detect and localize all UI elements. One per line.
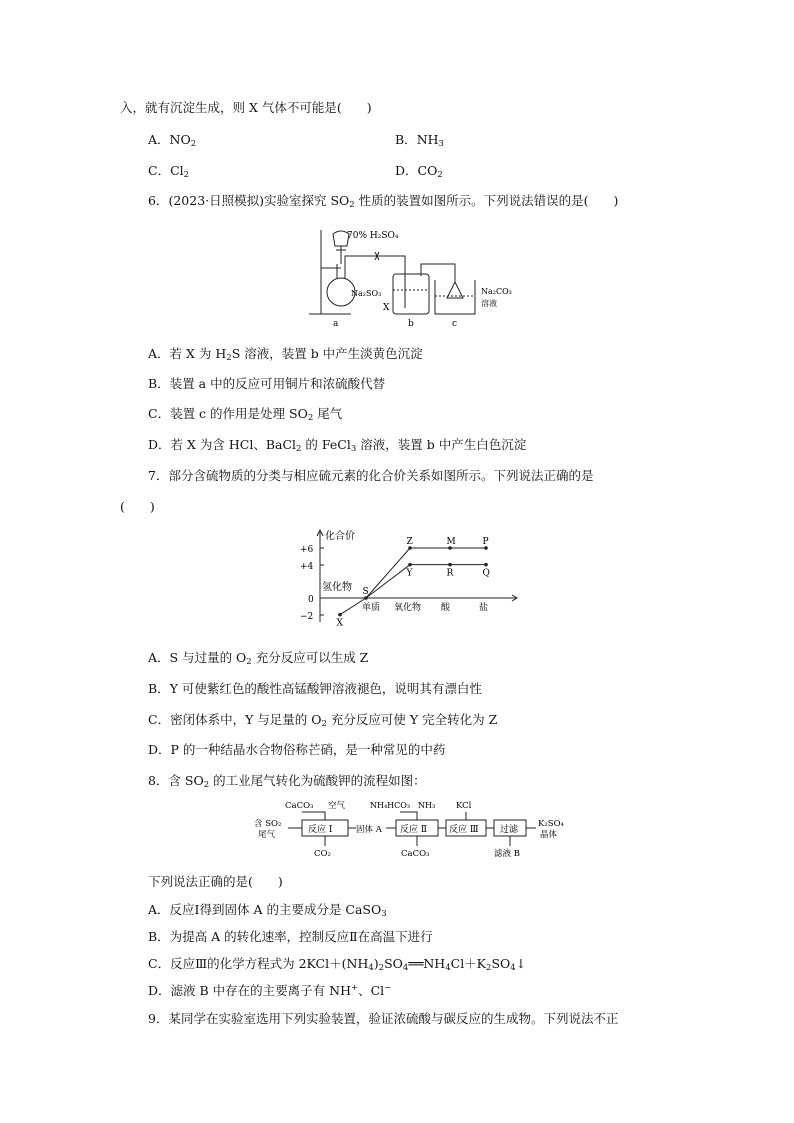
r1-label: 反应 Ⅰ — [308, 825, 333, 835]
q8-option-d: D．滤液 B 中存在的主要离子有 NH+、Cl− — [148, 983, 392, 998]
q9-stem: 9．某同学在实验室选用下列实验装置，验证浓硫酸与碳反应的生成物。下列说法不正 — [148, 1011, 619, 1026]
category-label: 单质 — [362, 603, 381, 613]
point-X — [338, 613, 342, 617]
filtrate-b-label: 滤液 B — [494, 849, 520, 859]
q6-option-a: A．若 X 为 $H_2S$ 溶液，装置 b 中产生淡黄色沉淀 — [148, 346, 423, 363]
q7-option-d: D．P 的一种结晶水合物俗称芒硝，是一种常见的中药 — [148, 742, 446, 757]
q6-apparatus-figure — [305, 220, 545, 332]
q8-option-b: B．为提高 A 的转化速率，控制反应Ⅱ在高温下进行 — [148, 929, 433, 944]
category-label: 酸 — [441, 603, 451, 613]
point-label-Z: Z — [406, 537, 413, 547]
q7-paren: ( ) — [120, 499, 155, 514]
q6-option-b: B．装置 a 中的反应可用铜片和浓硫酸代替 — [148, 376, 386, 391]
segment-S-Z — [366, 548, 410, 598]
point-R — [448, 563, 452, 567]
point-label-M: M — [446, 537, 456, 547]
label-b: b — [408, 319, 414, 329]
q8-stem: 8．含 $SO_2$ 的工业尾气转化为硫酸钾的流程如图： — [148, 773, 426, 790]
r1-input-b: 空气 — [328, 801, 346, 811]
label-acid: 70% H₂SO₄ — [347, 231, 399, 241]
ytick-label: +4 — [300, 562, 314, 572]
r2-input-a: NH₄HCO₃ — [370, 801, 411, 810]
category-label: 氢化物 — [322, 582, 352, 593]
filter-label: 过滤 — [500, 825, 519, 835]
q8-option-a: A．反应Ⅰ得到固体 A 的主要成分是 CaSO$_3$ — [148, 902, 387, 919]
category-label: 盐 — [479, 603, 489, 613]
product-label-2: 晶体 — [540, 830, 558, 840]
segment-S-Y — [366, 565, 410, 598]
q6-option-d: D．若 X 为含 HCl、BaCl$_2$ 的 FeCl$_3$ 溶液，装置 b 中产生白色沉淀 — [148, 437, 527, 454]
q5-option-b: B．$NH_3$ — [395, 132, 444, 149]
r1-output: CO₂ — [314, 849, 331, 859]
r2-input-b: NH₃ — [418, 801, 436, 810]
r3-input: KCl — [456, 801, 472, 811]
q6-option-c: C．装置 c 的作用是处理 $SO_2$ 尾气 — [148, 406, 343, 423]
r3-label: 反应 Ⅲ — [449, 825, 479, 835]
point-label-R: R — [446, 568, 454, 579]
q8-flowchart — [252, 796, 572, 862]
label-a: a — [333, 319, 339, 329]
r2-output: CaCO₃ — [401, 849, 430, 859]
point-Y — [408, 563, 412, 567]
category-label: 氧化物 — [394, 603, 422, 613]
q8-option-c: C．反应Ⅲ的化学方程式为 $2KCl+(NH_4)_2SO_4══NH_4Cl+K_2SO_4↓$ — [148, 956, 527, 973]
product-label: K₂SO₄ — [538, 819, 564, 829]
q5-stem-tail: 入，就有沉淀生成，则 X 气体不可能是( ) — [120, 100, 372, 115]
label-x: X — [383, 303, 390, 313]
beaker-c — [435, 280, 475, 314]
q6-stem: 6．(2023·日照模拟)实验室探究 $SO_2$ 性质的装置如图所示。下列说法错误的是( ) — [148, 193, 619, 210]
q7-option-a: A．S 与过量的 $O_2$ 充分反应可以生成 Z — [148, 650, 369, 667]
point-label-X: X — [336, 618, 343, 629]
q5-option-d: D．$CO_2$ — [395, 163, 443, 180]
point-label-P: P — [482, 537, 489, 547]
label-c: c — [452, 319, 458, 329]
ytick-label: 0 — [308, 595, 314, 605]
point-label-Y: Y — [406, 568, 413, 579]
point-Q — [484, 563, 488, 567]
label-na2co3: Na₂CO₃ — [481, 287, 512, 296]
q5-option-a: A．$NO_2$ — [148, 132, 197, 149]
point-label-Q: Q — [482, 568, 490, 579]
feed-label: 含 SO₂ — [254, 819, 282, 829]
r2-label: 反应 Ⅱ — [400, 825, 427, 835]
q8-sub-stem: 下列说法正确的是( ) — [148, 874, 283, 889]
r1-input-a: CaCO₃ — [285, 801, 314, 811]
label-solution: 溶液 — [481, 299, 497, 308]
point-label-S: S — [362, 587, 369, 597]
bottle-b — [393, 274, 429, 314]
ytick-label: +6 — [300, 545, 314, 555]
q7-valence-chart — [298, 526, 523, 630]
feed-label-2: 尾气 — [258, 830, 276, 840]
q7-option-c: C．密闭体系中，Y 与足量的 $O_2$ 充分反应可使 Y 完全转化为 Z — [148, 712, 498, 729]
ytick-label: −2 — [300, 612, 314, 622]
q7-option-b: B．Y 可使紫红色的酸性高锰酸钾溶液褪色，说明其有漂白性 — [148, 681, 482, 696]
q5-option-c: C．$Cl_2$ — [148, 163, 190, 180]
q7-stem: 7．部分含硫物质的分类与相应硫元素的化合价关系如图所示。下列说法正确的是 — [148, 468, 594, 483]
y-axis-label: 化合价 — [325, 531, 355, 542]
solid-a-label: 固体 A — [356, 825, 382, 835]
label-na2so3: Na₂SO₃ — [351, 289, 382, 298]
